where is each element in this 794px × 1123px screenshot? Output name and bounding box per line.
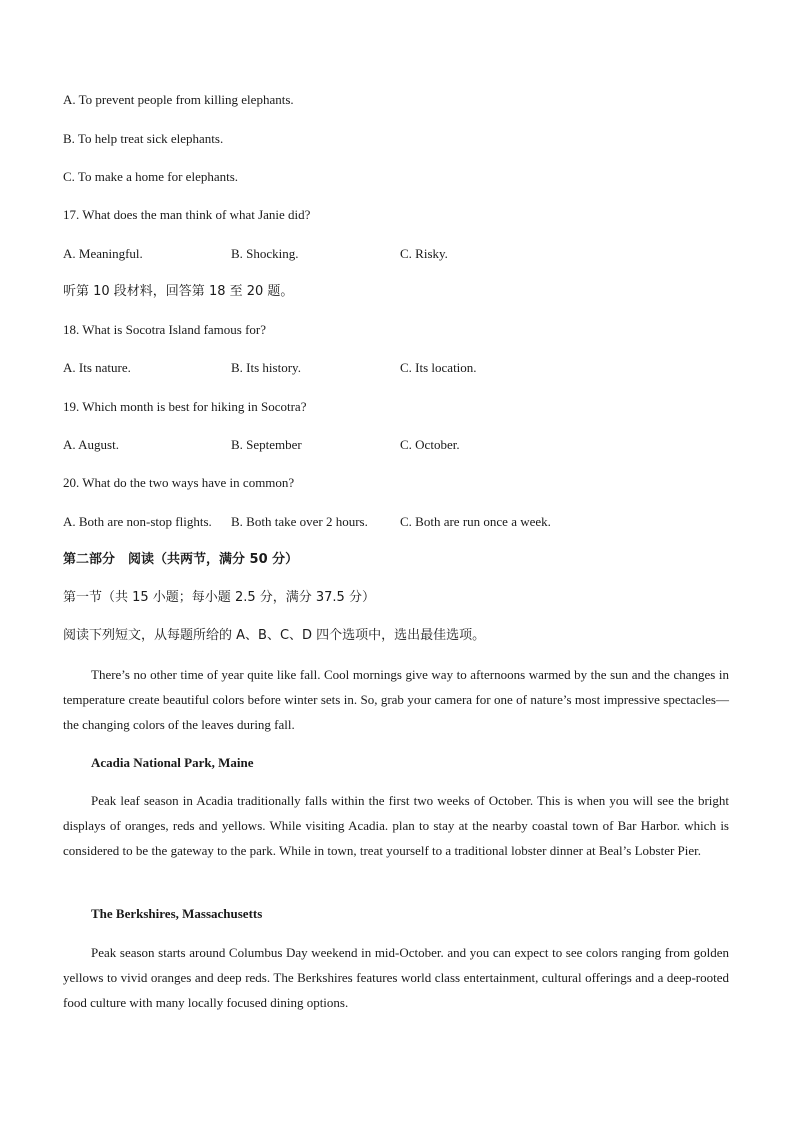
q20-options [63,513,743,530]
q19-options [63,436,743,453]
intro-paragraph: There’s no other time of year quite like fall. Cool mornings give way to afternoons warmed by the sun and the changes in temperature create beautiful colors before winter sets in. So, grab your camera for one of nature’s most impressive spectacles—the changing colors of the leaves during fall. [63,667,729,732]
q16-option-c: C. To make a home for elephants. [63,169,239,184]
q17-question: 17. What does the man think of what Janie did? [63,207,311,222]
q20-option-a: A. Both are non-stop flights. [63,514,212,529]
section10-instruction: 听第 10 段材料，回答第 18 至 20 题。 [63,284,294,299]
q20-option-b: B. Both take over 2 hours. [231,514,368,529]
q18-option-b: B. Its history. [231,360,301,375]
q17-option-a: A. Meaningful. [63,246,143,261]
reading-instruction: 阅读下列短文，从每题所给的 A、B、C、D 四个选项中，选出最佳选项。 [63,628,486,643]
part2-title: 第二部分 阅读（共两节，满分 50 分） [63,552,299,567]
q16-option-b: B. To help treat sick elephants. [63,131,224,146]
q16-option-a: A. To prevent people from killing elephants. [63,92,294,107]
q17-options [63,245,743,262]
acadia-paragraph: Peak leaf season in Acadia traditionally falls within the first two weeks of October. This is when you will see the bright displays of oranges, reds and yellows. While visiting Acadia. plan to stay at the nearby coastal town of Bar Harbor. which is considered to be the gateway to the park. While in town, treat yourself to a traditional lobster dinner at Beal’s Lobster Pier. [63,793,729,858]
q19-option-c: C. October. [400,437,460,452]
q17-option-b: B. Shocking. [231,246,299,261]
section1-title: 第一节（共 15 小题；每小题 2.5 分，满分 37.5 分） [63,590,375,605]
q18-option-a: A. Its nature. [63,360,131,375]
berkshires-heading: The Berkshires, Massachusetts [91,906,263,921]
q18-option-c: C. Its location. [400,360,477,375]
q19-option-a: A. August. [63,437,119,452]
q20-question: 20. What do the two ways have in common? [63,475,295,490]
acadia-heading: Acadia National Park, Maine [91,755,254,770]
q18-question: 18. What is Socotra Island famous for? [63,322,267,337]
q19-question: 19. Which month is best for hiking in Socotra? [63,399,307,414]
q17-option-c: C. Risky. [400,246,448,261]
q18-options [63,359,743,376]
q20-option-c: C. Both are run once a week. [400,514,551,529]
berkshires-paragraph: Peak season starts around Columbus Day weekend in mid-October. and you can expect to see colors ranging from golden yellows to vivid oranges and deep reds. The Berkshires features world class entertainment, cultural offerings and a deep-rooted food culture with many locally focused dining options. [63,945,729,1010]
q19-option-b: B. September [231,437,302,452]
